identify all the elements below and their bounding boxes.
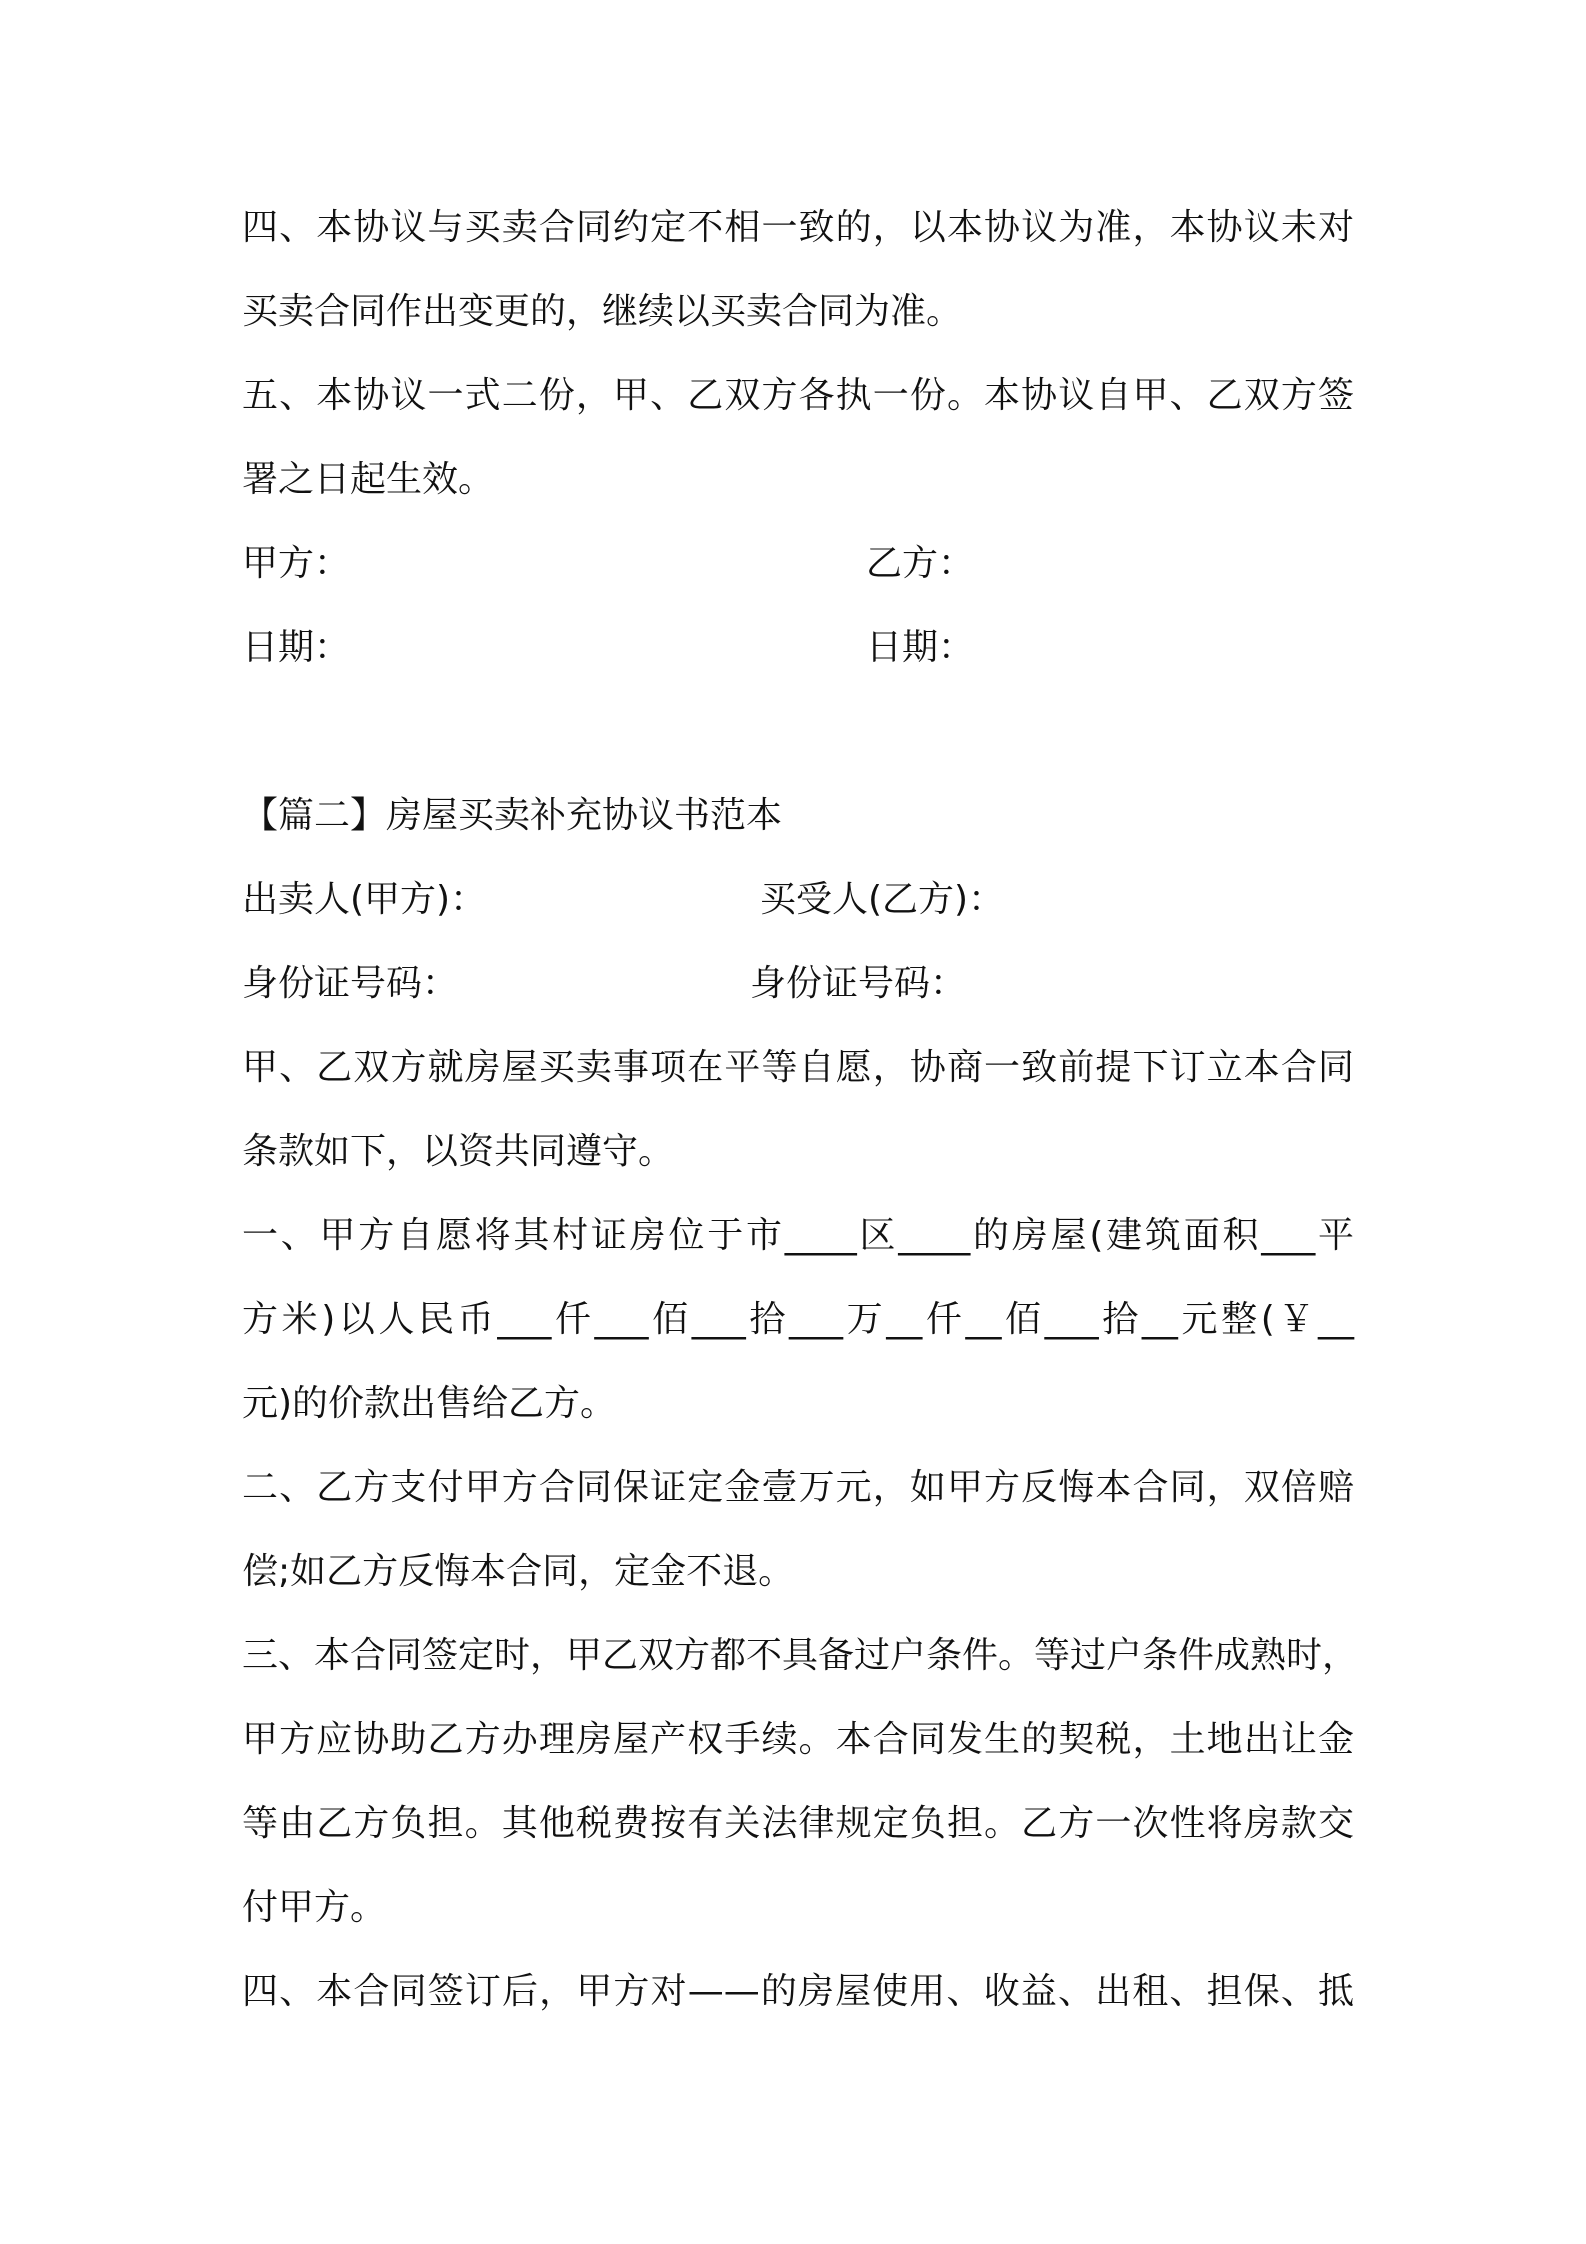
buyer-id-label: 身份证号码： [750, 963, 967, 1004]
buyer-label: 买受人(乙方)： [760, 879, 1005, 920]
date-b-label: 日期： [866, 627, 975, 668]
article-1-line-1: 一、甲方自愿将其村证房位于市____区____的房屋(建筑面积___平 [242, 1215, 1354, 1256]
article-3-line-3: 等由乙方负担。其他税费按有关法律规定负担。乙方一次性将房款交 [242, 1803, 1354, 1844]
article-3-line-2: 甲方应协助乙方办理房屋产权手续。本合同发生的契税，土地出让金 [242, 1719, 1354, 1760]
clause-4-line-1: 四、本协议与买卖合同约定不相一致的，以本协议为准，本协议未对 [242, 207, 1354, 248]
seller-label: 出卖人(甲方)： [242, 879, 487, 920]
article-3-line-4: 付甲方。 [242, 1887, 387, 1928]
party-b-label: 乙方： [866, 543, 975, 584]
intro-line-1: 甲、乙双方就房屋买卖事项在平等自愿，协商一致前提下订立本合同 [242, 1047, 1354, 1088]
clause-5-line-2: 署之日起生效。 [242, 459, 495, 500]
section-title: 【篇二】房屋买卖补充协议书范本 [242, 795, 783, 836]
clause-5-line-1: 五、本协议一式二份，甲、乙双方各执一份。本协议自甲、乙双方签 [242, 375, 1354, 416]
article-2-line-2: 偿;如乙方反悔本合同，定金不退。 [242, 1551, 795, 1592]
party-a-label: 甲方： [242, 543, 351, 584]
article-3-line-1: 三、本合同签定时，甲乙双方都不具备过户条件。等过户条件成熟时， [242, 1635, 1359, 1676]
intro-line-2: 条款如下，以资共同遵守。 [242, 1131, 675, 1172]
date-a-label: 日期： [242, 627, 351, 668]
article-1-line-3: 元)的价款出售给乙方。 [242, 1383, 617, 1424]
seller-id-label: 身份证号码： [242, 963, 459, 1004]
article-4-line-1: 四、本合同签订后，甲方对——的房屋使用、收益、出租、担保、抵 [242, 1971, 1354, 2012]
article-2-line-1: 二、乙方支付甲方合同保证定金壹万元，如甲方反悔本合同，双倍赔 [242, 1467, 1354, 1508]
article-1-line-2: 方米)以人民币___仟___佰___拾___万__仟__佰___拾__元整(￥__ [242, 1299, 1354, 1340]
clause-4-line-2: 买卖合同作出变更的，继续以买卖合同为准。 [242, 291, 963, 332]
